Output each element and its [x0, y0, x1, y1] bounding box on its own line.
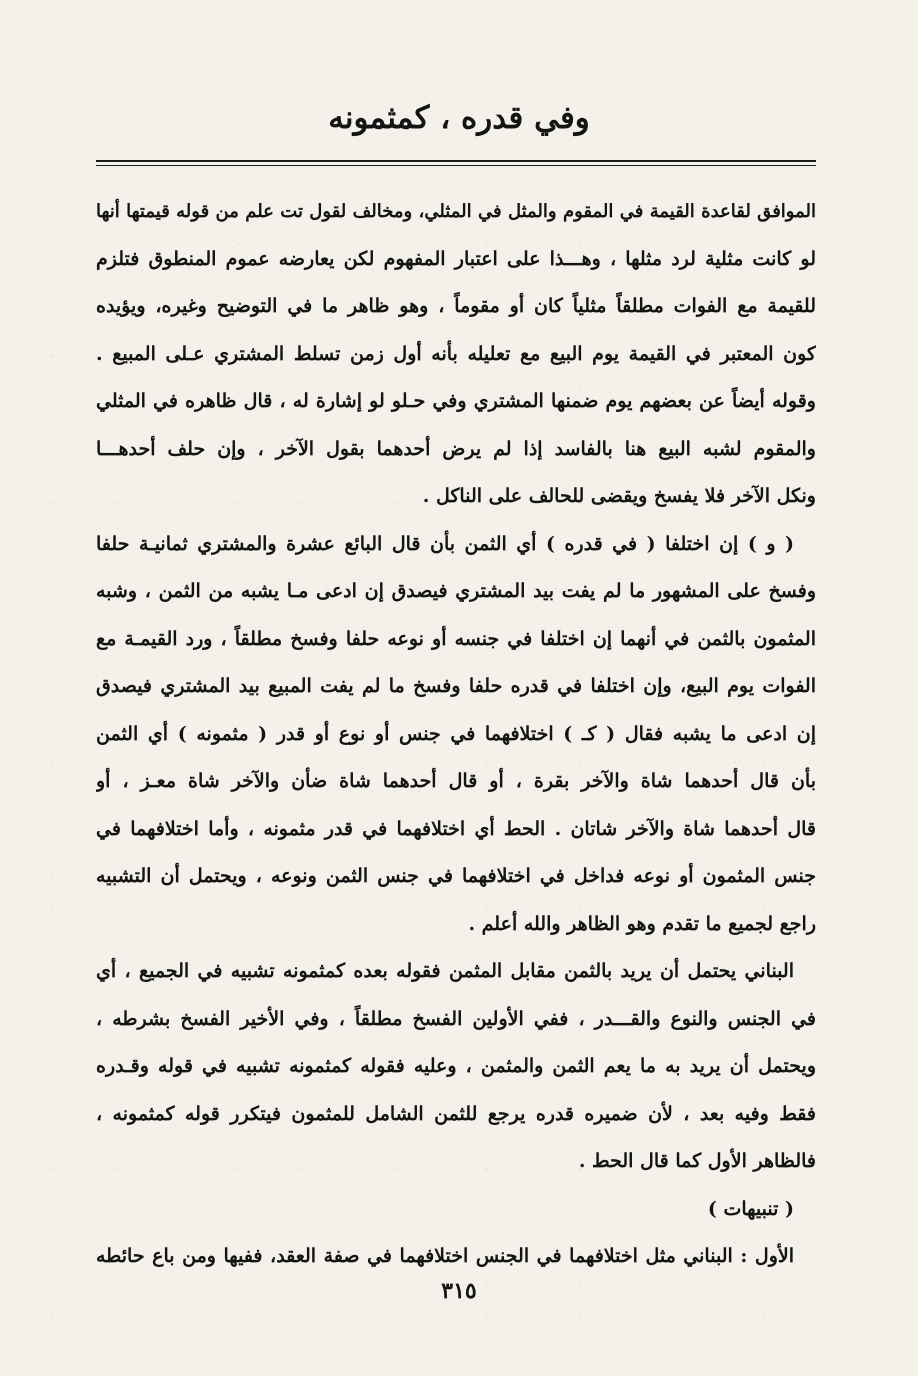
text-line: ويحتمل أن يريد به ما يعم الثمن والمثمن ، وعليه فقوله كمثمونه تشبيه في قوله وقـدره	[96, 1055, 816, 1077]
text-line: ونكل الآخر فلا يفسخ ويقضى للحالف على الناكل .	[422, 485, 816, 507]
text-line: فالظاهر الأول كما قال الحط .	[578, 1150, 816, 1172]
text-line: قال أحدهما شاة والآخر شاتان . الحط أي اختلافهما في قدر مثمونه ، وأما اختلافهما في	[96, 817, 816, 840]
header-rule-thin	[96, 165, 816, 166]
text-line: إن ادعى ما يشبه فقال ( كـ ) اختلافهما في جنس أو نوع أو قدر ( مثمونه ) أي الثمن	[96, 722, 816, 745]
text-line: كون المعتبر في القيمة يوم البيع مع تعليله بأنه أول زمن تسلط المشتري عـلى المبيع .	[96, 342, 816, 365]
text-line: راجع لجميع ما تقدم وهو الظاهر والله أعلم .	[468, 912, 816, 935]
page-number: ٣١٥	[441, 1278, 477, 1304]
text-line: الأول : البناني مثل اختلافهما في الجنس اختلافهما في صفة العقد، ففيها ومن باع حائطه	[96, 1245, 794, 1267]
text-line: ( و ) إن اختلفا ( في قدره ) أي الثمن بأن قال البائع عشرة والمشتري ثمانيـة حلفا	[96, 532, 794, 555]
text-line: الفوات يوم البيع، وإن اختلفا في قدره حلفا وفسخ ما لم يفت المبيع بيد المشتري فيصدق	[96, 675, 816, 697]
header-rule	[96, 160, 816, 162]
text-line: وفسخ على المشهور ما لم يفت بيد المشتري فيصدق إن ادعى مـا يشبه من الثمن ، وشبه	[96, 580, 816, 602]
text-line: البناني يحتمل أن يريد بالثمن مقابل المثمن فقوله بعده كمثمونه تشبيه في الجميع ، أي	[96, 960, 794, 982]
text-line: بأن قال أحدهما شاة والآخر بقرة ، أو قال أحدهما شاة ضأن والآخر شاة معـز ، أو	[96, 770, 816, 792]
text-line: في الجنس والنوع والقـــدر ، ففي الأولين الفسخ مطلقاً ، وفي الأخير الفسخ بشرطه ،	[96, 1007, 816, 1030]
text-line: جنس المثمون أو نوعه فداخل في اختلافهما في جنس الثمن ونوعه ، ويحتمل أن التشبيه	[96, 865, 816, 887]
text-line: فقط وفيه بعد ، لأن ضميره قدره يرجع للثمن الشامل للمثمون فيتكرر قوله كمثمونه ،	[96, 1102, 816, 1125]
page-header-title: وفي قدره ، كمثمونه	[328, 100, 590, 136]
text-line: للقيمة مع الفوات مطلقاً مثلياً كان أو مقوماً ، وهو ظاهر ما في التوضيح وغيره، ويؤيده	[96, 295, 816, 317]
body-text	[96, 188, 816, 1281]
text-line: المثمون بالثمن في أنهما إن اختلفا في جنسه أو نوعه حلفا وفسخ مطلقاً ، ورد القيمـة مع	[96, 627, 816, 650]
text-line: الموافق لقاعدة القيمة في المقوم والمثل في المثلي، ومخالف لقول تت علم من قوله قيمتها أنها	[96, 201, 816, 222]
text-line: لو كانت مثلية لرد مثلها ، وهـــذا على اعتبار المفهوم لكن يعارضه عموم المنطوق فتلزم	[96, 247, 816, 270]
text-line: وقوله أيضاً عن بعضهم يوم ضمنها المشتري وفي حـلو لو إشارة له ، قال ظاهره في المثلي	[96, 390, 816, 412]
text-line: والمقوم لشبه البيع هنا بالفاسد إذا لم يرض أحدهما بقول الآخر ، وإن حلف أحدهـــا	[96, 437, 816, 460]
section-heading: ( تنبيهات )	[707, 1197, 794, 1220]
